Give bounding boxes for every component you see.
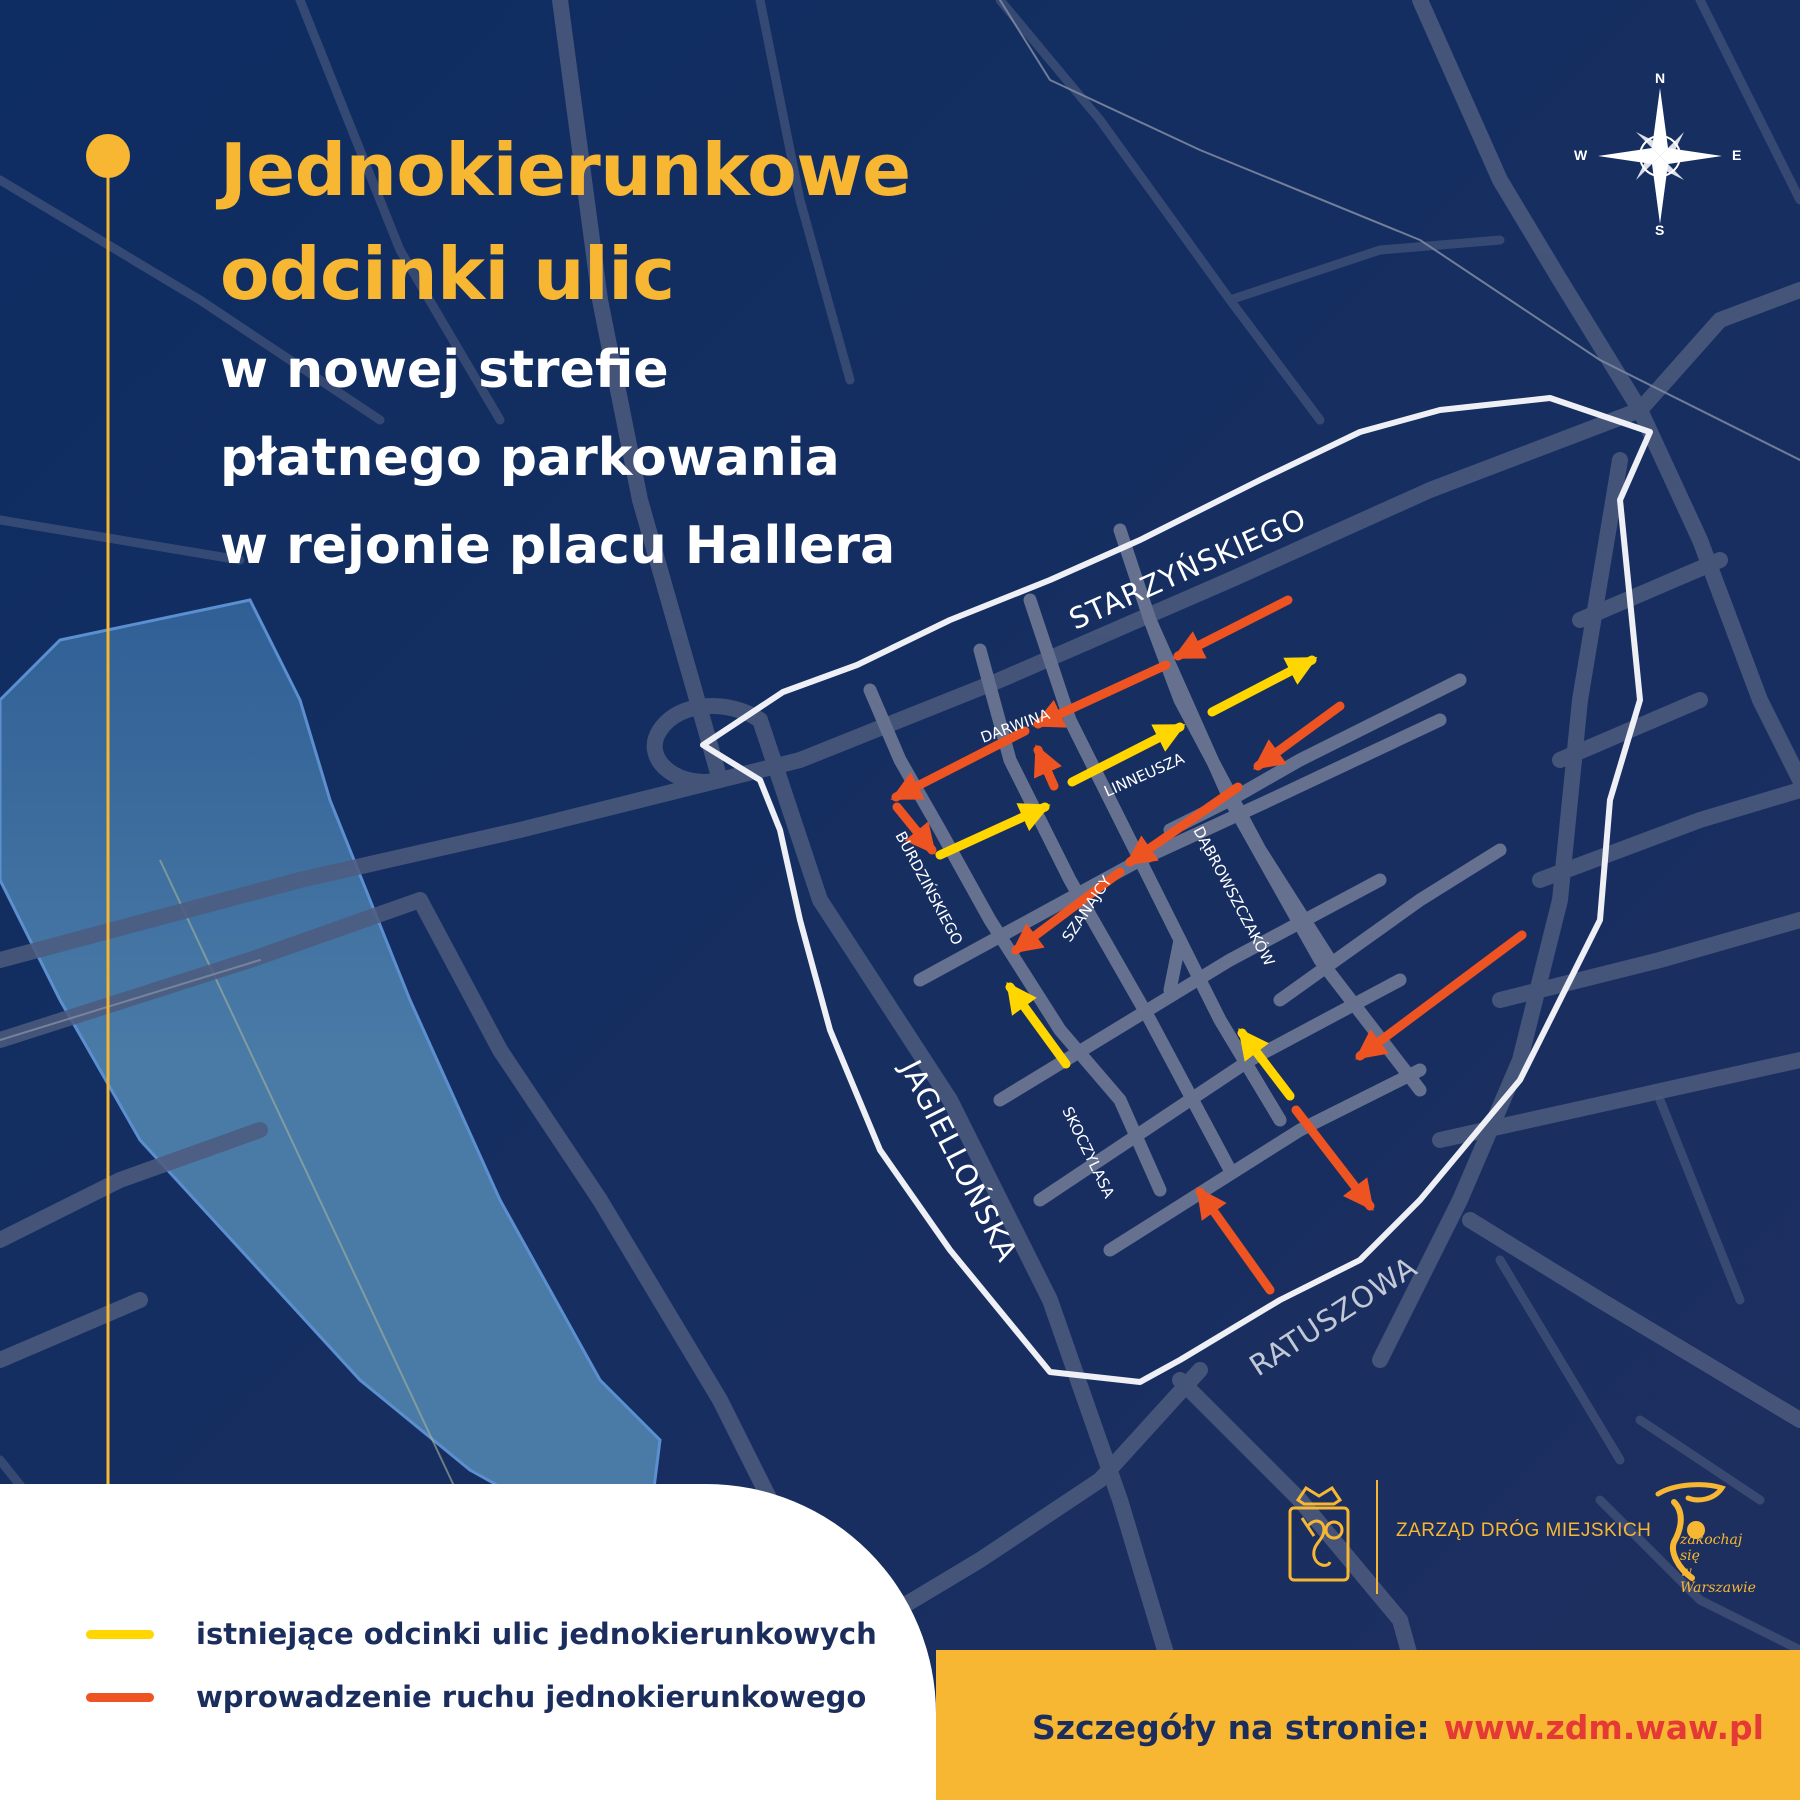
footer-text (1032, 1708, 1764, 1747)
street-label-skoczylasa: SKOCZYLASA (1058, 1103, 1119, 1201)
zdm-logo-text: ZARZĄD DRÓG MIEJSKICH (1396, 1520, 1652, 1541)
compass-n: N (1655, 70, 1666, 86)
title-line-2: odcinki ulic (220, 232, 675, 316)
legend-label-existing: istniejące odcinki ulic jednokierunkowych (196, 1617, 877, 1651)
legend-swatch-existing (86, 1630, 154, 1639)
footer-label: Szczegóły na stronie: (1032, 1708, 1430, 1747)
zakochaj-logo-text (1680, 1532, 1756, 1596)
legend-swatch-new (86, 1693, 154, 1702)
title-line-5: w rejonie placu Hallera (220, 516, 896, 576)
warsaw-coat-of-arms-icon (1284, 1478, 1354, 1588)
street-label-linneusza: LINNEUSZA (1101, 749, 1187, 801)
street-label-szanajcy: SZANAJCY (1058, 872, 1116, 946)
street-label-starzynskiego: STARZYŃSKIEGO (1064, 501, 1312, 637)
compass-w: W (1574, 147, 1588, 163)
title-line-1: Jednokierunkowe (220, 128, 911, 212)
legend-label-new: wprowadzenie ruchu jednokierunkowego (196, 1680, 867, 1714)
compass-e: E (1732, 147, 1742, 163)
legend-item-existing (86, 1617, 877, 1651)
street-label-jagiellonska: JAGIELLOŃSKA (893, 1054, 1025, 1268)
street-label-burdzinskiego: BURDZIŃSKIEGO (891, 828, 967, 949)
compass-rose (1574, 70, 1742, 238)
footer-url-link[interactable]: www.zdm.waw.pl (1443, 1708, 1764, 1747)
legend (0, 1484, 936, 1800)
title-block (220, 118, 980, 590)
footer (936, 1650, 1800, 1800)
zakochaj-line-1: zakochaj się (1680, 1532, 1743, 1564)
zakochaj-line-2: w Warszawie (1680, 1564, 1756, 1596)
title-line-4: płatnego parkowania (220, 428, 840, 488)
title-line-3: w nowej strefie (220, 340, 669, 400)
compass-icon (1580, 76, 1740, 236)
street-label-darwina: DARWINA (978, 705, 1053, 747)
legend-item-new (86, 1680, 866, 1714)
compass-s: S (1655, 222, 1665, 238)
logos (1284, 1478, 1754, 1598)
timeline-dot (86, 134, 130, 178)
street-label-ratuszowa: RATUSZOWA (1243, 1249, 1424, 1383)
logo-divider (1376, 1480, 1378, 1594)
street-label-dabrowszczakow: DĄBROWSZCZAKÓW (1189, 823, 1279, 970)
